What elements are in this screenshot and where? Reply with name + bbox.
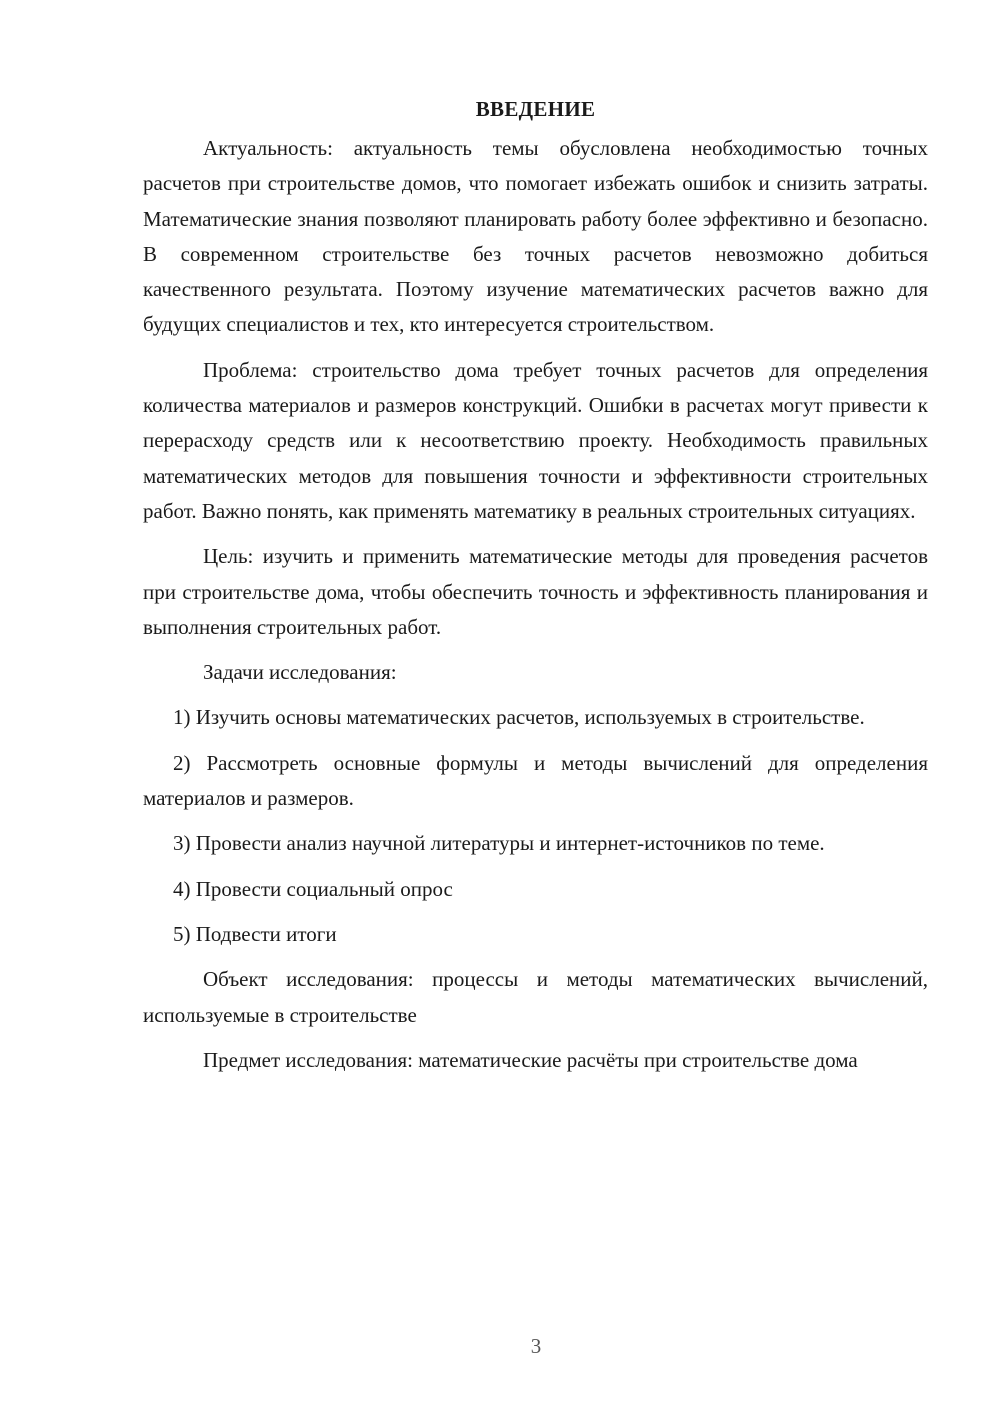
task-item-4: 4) Провести социальный опрос: [173, 876, 453, 901]
document-title: ВВЕДЕНИЕ: [475, 97, 596, 121]
object-paragraph: Объект исследования: процессы и методы математических вычислений, используемые в строительстве: [143, 967, 928, 1027]
document-page: [143, 92, 928, 1088]
tasks-heading: Задачи исследования:: [203, 660, 397, 685]
subject-paragraph: Предмет исследования: математические расчёты при строительстве дома: [203, 1047, 858, 1072]
goal-paragraph: Цель: изучить и применить математические методы для проведения расчетов при строительстве дома, чтобы обеспечить точность и эффективность планирования и выполнения строительных работ.: [143, 544, 928, 639]
page-number: 3: [530, 1334, 542, 1358]
task-item-3: 3) Провести анализ научной литературы и интернет-источников по теме.: [173, 831, 825, 856]
problem-paragraph: Проблема: строительство дома требует точных расчетов для определения количества материалов и размеров конструкций. Ошибки в расчетах могут привести к перерасходу средств или к несоответствию проекту. Необходимость правильных математических методов для повышения точности и эффективности строительных работ. Важно понять, как применять математику в реальных строительных ситуациях.: [143, 357, 928, 523]
task-item-1: 1) Изучить основы математических расчетов, используемых в строительстве.: [173, 705, 865, 730]
task-item-5: 5) Подвести итоги: [173, 921, 337, 946]
relevance-paragraph: Актуальность: актуальность темы обусловлена необходимостью точных расчетов при строительстве домов, что помогает избежать ошибок и снизить затраты. Математические знания позволяют планировать работу более эффективно и безопасно. В современном строительстве без точных расчетов невозможно добиться качественного результата. Поэтому изучение математических расчетов важно для будущих специалистов и тех, кто интересуется строительством.: [143, 136, 928, 337]
task-item-2: 2) Рассмотреть основные формулы и методы вычислений для определения материалов и размеров.: [143, 750, 928, 811]
